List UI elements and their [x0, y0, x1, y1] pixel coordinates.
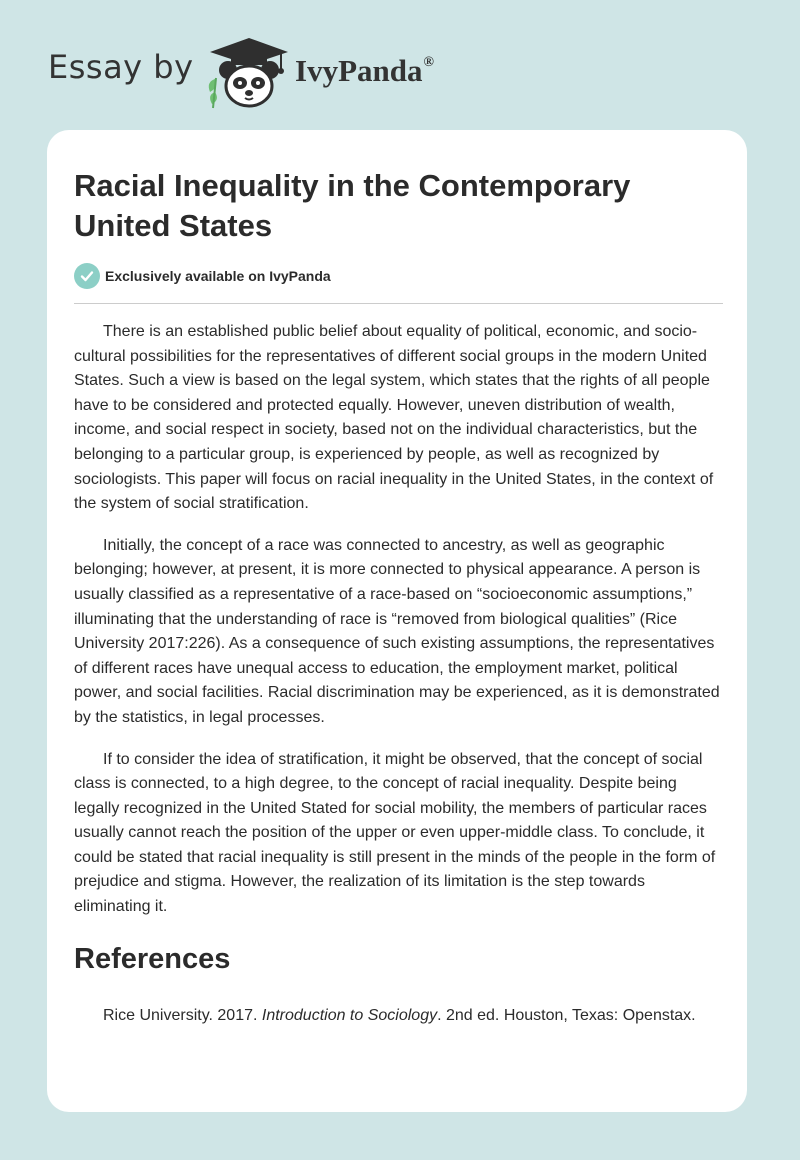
registered-mark: ® [423, 55, 434, 70]
site-header [48, 34, 548, 114]
essay-by-label: Essay by [48, 48, 194, 86]
divider [74, 303, 723, 304]
references-heading: References [74, 943, 231, 975]
exclusive-label: Exclusively available on IvyPanda [105, 268, 331, 284]
exclusive-badge [74, 263, 331, 289]
reference-book-title: Introduction to Sociology [261, 1007, 438, 1024]
reference-publisher: . 2nd ed. Houston, Texas: Openstax. [437, 1007, 696, 1024]
paragraph: Initially, the concept of a race was connected to ancestry, as well as geographic belonging; however, at present, it is more connected to physical appearance. A person is usually classified as a representative of a race-based on “socioeconomic assumptions,” illuminating that the understanding of race is “removed from biological qualities” (Rice University 2017:226). As a consequence of such existing assumptions, the representatives of different races have unequal access to education, the employment market, political power, and social facilities. Racial discrimination may be experienced, as it is demonstrated by the statistics, in legal processes. [74, 536, 720, 726]
essay-title: Racial Inequality in the Contemporary United States [74, 168, 631, 243]
essay-card [47, 130, 747, 1112]
paragraph: There is an established public belief about equality of political, economic, and socio-cultural possibilities for the representatives of different social groups in the modern United States. Such a view is based on the legal system, which states that the rights of all people have to be considered and protected equally. However, uneven distribution of wealth, income, and social respect in society, based not on the individual characteristics, but the belonging to a particular group, is experienced by people, as well as recognized by sociologists. This paper will focus on racial inequality in the United States, in the context of the system of social stratification. [74, 323, 714, 513]
paragraph: If to consider the idea of stratification, it might be observed, that the concept of social class is connected, to a high degree, to the concept of racial inequality. Despite being legally recognized in the United Stated for social mobility, the members of particular races usually cannot reach the position of the upper or even upper-middle class. To conclude, it could be stated that racial inequality is still present in the minds of the people in the form of prejudice and stigma. However, the realization of its limitation is the step towards eliminating it. [74, 750, 716, 916]
panda-graduation-cap-icon[interactable] [204, 34, 294, 110]
brand-name[interactable]: IvyPanda® [295, 53, 434, 88]
reference-author-year: Rice University. 2017. [103, 1007, 262, 1024]
checkmark-icon [74, 263, 100, 289]
essay-body [74, 320, 724, 937]
reference-entry [74, 1004, 714, 1029]
